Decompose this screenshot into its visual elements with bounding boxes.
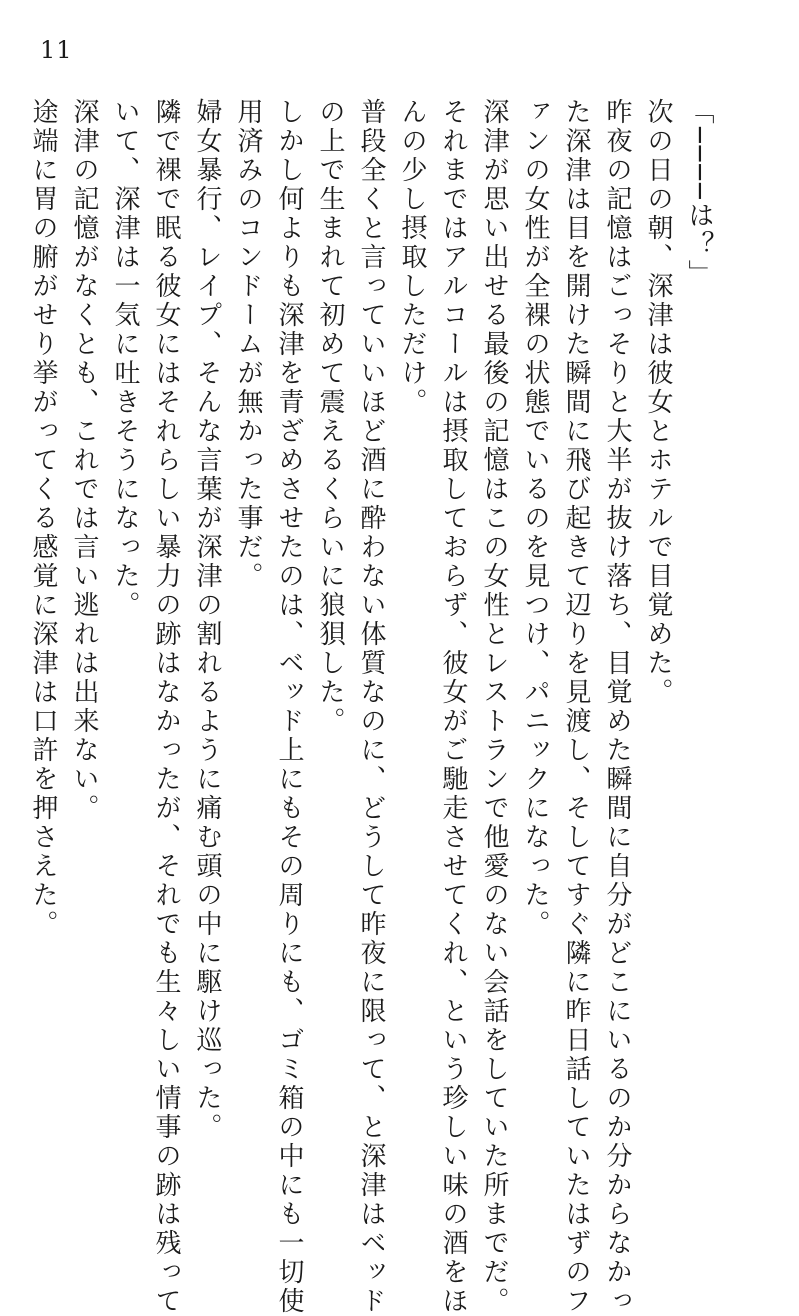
page-number: 11 [40,36,73,64]
text-line-17: 途端に胃の腑がせり挙がってくる感覚に深津は口許を押さえた。 [28,98,58,939]
text-line-15: いて、深津は一気に吐きそうになった。 [110,98,140,620]
text-line-5: ァンの女性が全裸の状態でいるのを見つけ、パニックになった。 [520,98,550,939]
text-line-3: 昨夜の記憶はごっそりと大半が抜け落ち、目覚めた瞬間に自分がどこにいるのか分からなかっ [602,98,632,1316]
text-line-16: 深津の記憶がなくとも、これでは言い逃れは出来ない。 [69,98,99,823]
text-line-4: た深津は目を開けた瞬間に飛び起きて辺りを見渡し、そしてすぐ隣に昨日話していたはずのフ [561,98,591,1316]
text-line-14: 隣で裸で眠る彼女にはそれらしい暴力の跡はなかったが、それでも生々しい情事の跡は残って [151,98,181,1316]
text-line-11: しかし何よりも深津を青ざめさせたのは、ベッド上にもその周りにも、ゴミ箱の中にも一切使 [274,98,304,1316]
text-line-1: 「────は？」 [684,98,714,289]
text-line-7: それまではアルコールは摂取しておらず、彼女がご馳走させてくれ、という珍しい味の酒をほ [438,98,468,1316]
text-line-8: んの少し摂取しただけ。 [397,98,427,417]
text-line-2: 次の日の朝、深津は彼女とホテルで目覚めた。 [643,98,673,707]
text-line-12: 用済みのコンドームが無かった事だ。 [233,98,263,591]
text-line-13: 婦女暴行、レイプ、そんな言葉が深津の割れるように痛む頭の中に駆け巡った。 [192,98,222,1142]
text-line-10: の上で生まれて初めて震えるくらいに狼狽した。 [315,98,345,736]
vertical-text-body [22,98,719,1316]
text-line-9: 普段全くと言っていいほど酒に酔わない体質なのに、どうして昨夜に限って、と深津はベッド [356,98,386,1316]
text-line-6: 深津が思い出せる最後の記憶はこの女性とレストランで他愛のない会話をしていた所までだ。 [479,98,509,1316]
